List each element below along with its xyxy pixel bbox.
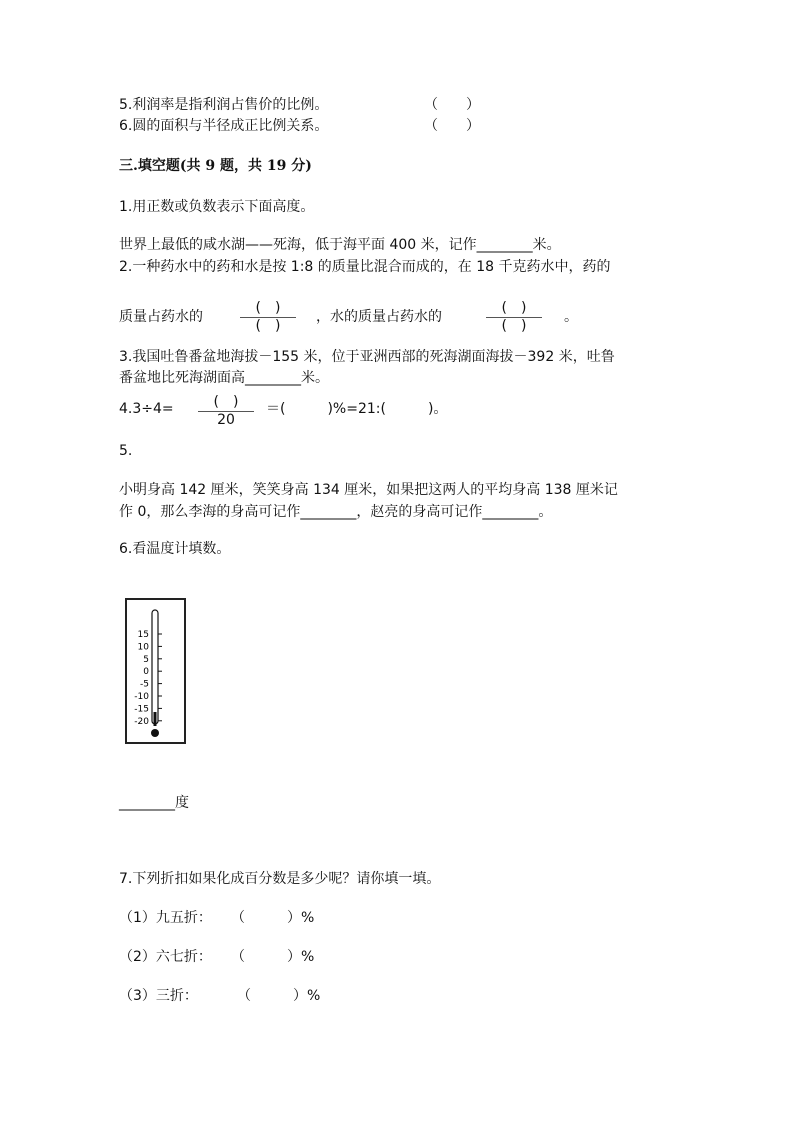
q5-line2: 作 0，那么李海的身高可记作________，赵亮的身高可记作________。: [119, 504, 553, 520]
fraction-numerator: ( ): [255, 300, 281, 316]
fraction-numerator: ( ): [213, 394, 239, 410]
thermometer-mercury: [154, 712, 157, 726]
fraction-denominator: 20: [217, 412, 235, 428]
q7-item-1-blank[interactable]: （ ）%: [231, 910, 315, 926]
fraction-denominator: ( ): [501, 318, 527, 334]
thermometer-tick-label: 0: [143, 667, 149, 678]
q2-line1: 2.一种药水中的药和水是按 1:8 的质量比混合而成的，在 18 千克药水中，药的: [119, 259, 611, 275]
judge-answer-paren-5: （ ）: [424, 97, 480, 113]
q1-prompt: 1.用正数或负数表示下面高度。: [119, 199, 315, 215]
section-title: 三.填空题(共 9 题，共 19 分): [119, 158, 312, 174]
q7-item-2-blank[interactable]: （ ）%: [231, 949, 315, 965]
q3-line2: 番盆地比死海湖面高________米。: [119, 370, 329, 386]
fraction-denominator: ( ): [255, 318, 281, 334]
q2-fraction-drug[interactable]: [240, 300, 296, 336]
q2-part-b: ，水的质量占药水的: [316, 309, 442, 325]
judge-answer-paren-6: （ ）: [424, 118, 480, 134]
q7-prompt: 7.下列折扣如果化成百分数是多少呢？请你填一填。: [119, 871, 441, 887]
q6-prompt: 6.看温度计填数。: [119, 541, 231, 557]
q2-part-a: 质量占药水的: [119, 309, 203, 325]
q6-answer[interactable]: ________度: [119, 795, 189, 811]
q5-label: 5.: [119, 443, 133, 459]
thermometer-figure: [125, 598, 186, 744]
thermometer-tick-label: 5: [143, 654, 149, 665]
q3-line1: 3.我国吐鲁番盆地海拔－155 米，位于亚洲西部的死海湖面海拔－392 米，吐鲁: [119, 349, 615, 365]
q7-item-3-label: （3）三折：: [119, 988, 198, 1004]
judge-question-6: 6.圆的面积与半径成正比例关系。: [119, 118, 329, 134]
fraction-numerator: ( ): [501, 300, 527, 316]
q5-line1: 小明身高 142 厘米，笑笑身高 134 厘米，如果把这两人的平均身高 138 厘米记: [119, 482, 618, 498]
thermometer-icon: [127, 600, 184, 742]
thermometer-tick-label: 10: [137, 642, 149, 653]
q7-item-1-label: （1）九五折：: [119, 910, 212, 926]
q4-lead: 4.3÷4=: [119, 401, 174, 417]
judge-question-5: 5.利润率是指利润占售价的比例。: [119, 97, 329, 113]
q1-text: 世界上最低的咸水湖——死海，低于海平面 400 米，记作________米。: [119, 237, 561, 253]
thermometer-bulb: [151, 729, 159, 737]
q2-part-c: 。: [564, 309, 578, 325]
q7-item-3-blank[interactable]: （ ）%: [237, 988, 321, 1004]
thermometer-tick-label: -20: [134, 716, 149, 727]
thermometer-tick-label: 15: [137, 630, 149, 640]
thermometer-tick-label: -5: [140, 679, 149, 690]
thermometer-tick-label: -10: [134, 692, 149, 702]
q7-item-2-label: （2）六七折：: [119, 949, 212, 965]
q2-fraction-water[interactable]: [486, 300, 542, 336]
thermometer-tick-label: -15: [134, 704, 149, 715]
q4-rest: ＝( )%=21:( )。: [266, 401, 448, 417]
q4-fraction[interactable]: [198, 394, 254, 430]
thermometer-tube: [152, 610, 158, 724]
